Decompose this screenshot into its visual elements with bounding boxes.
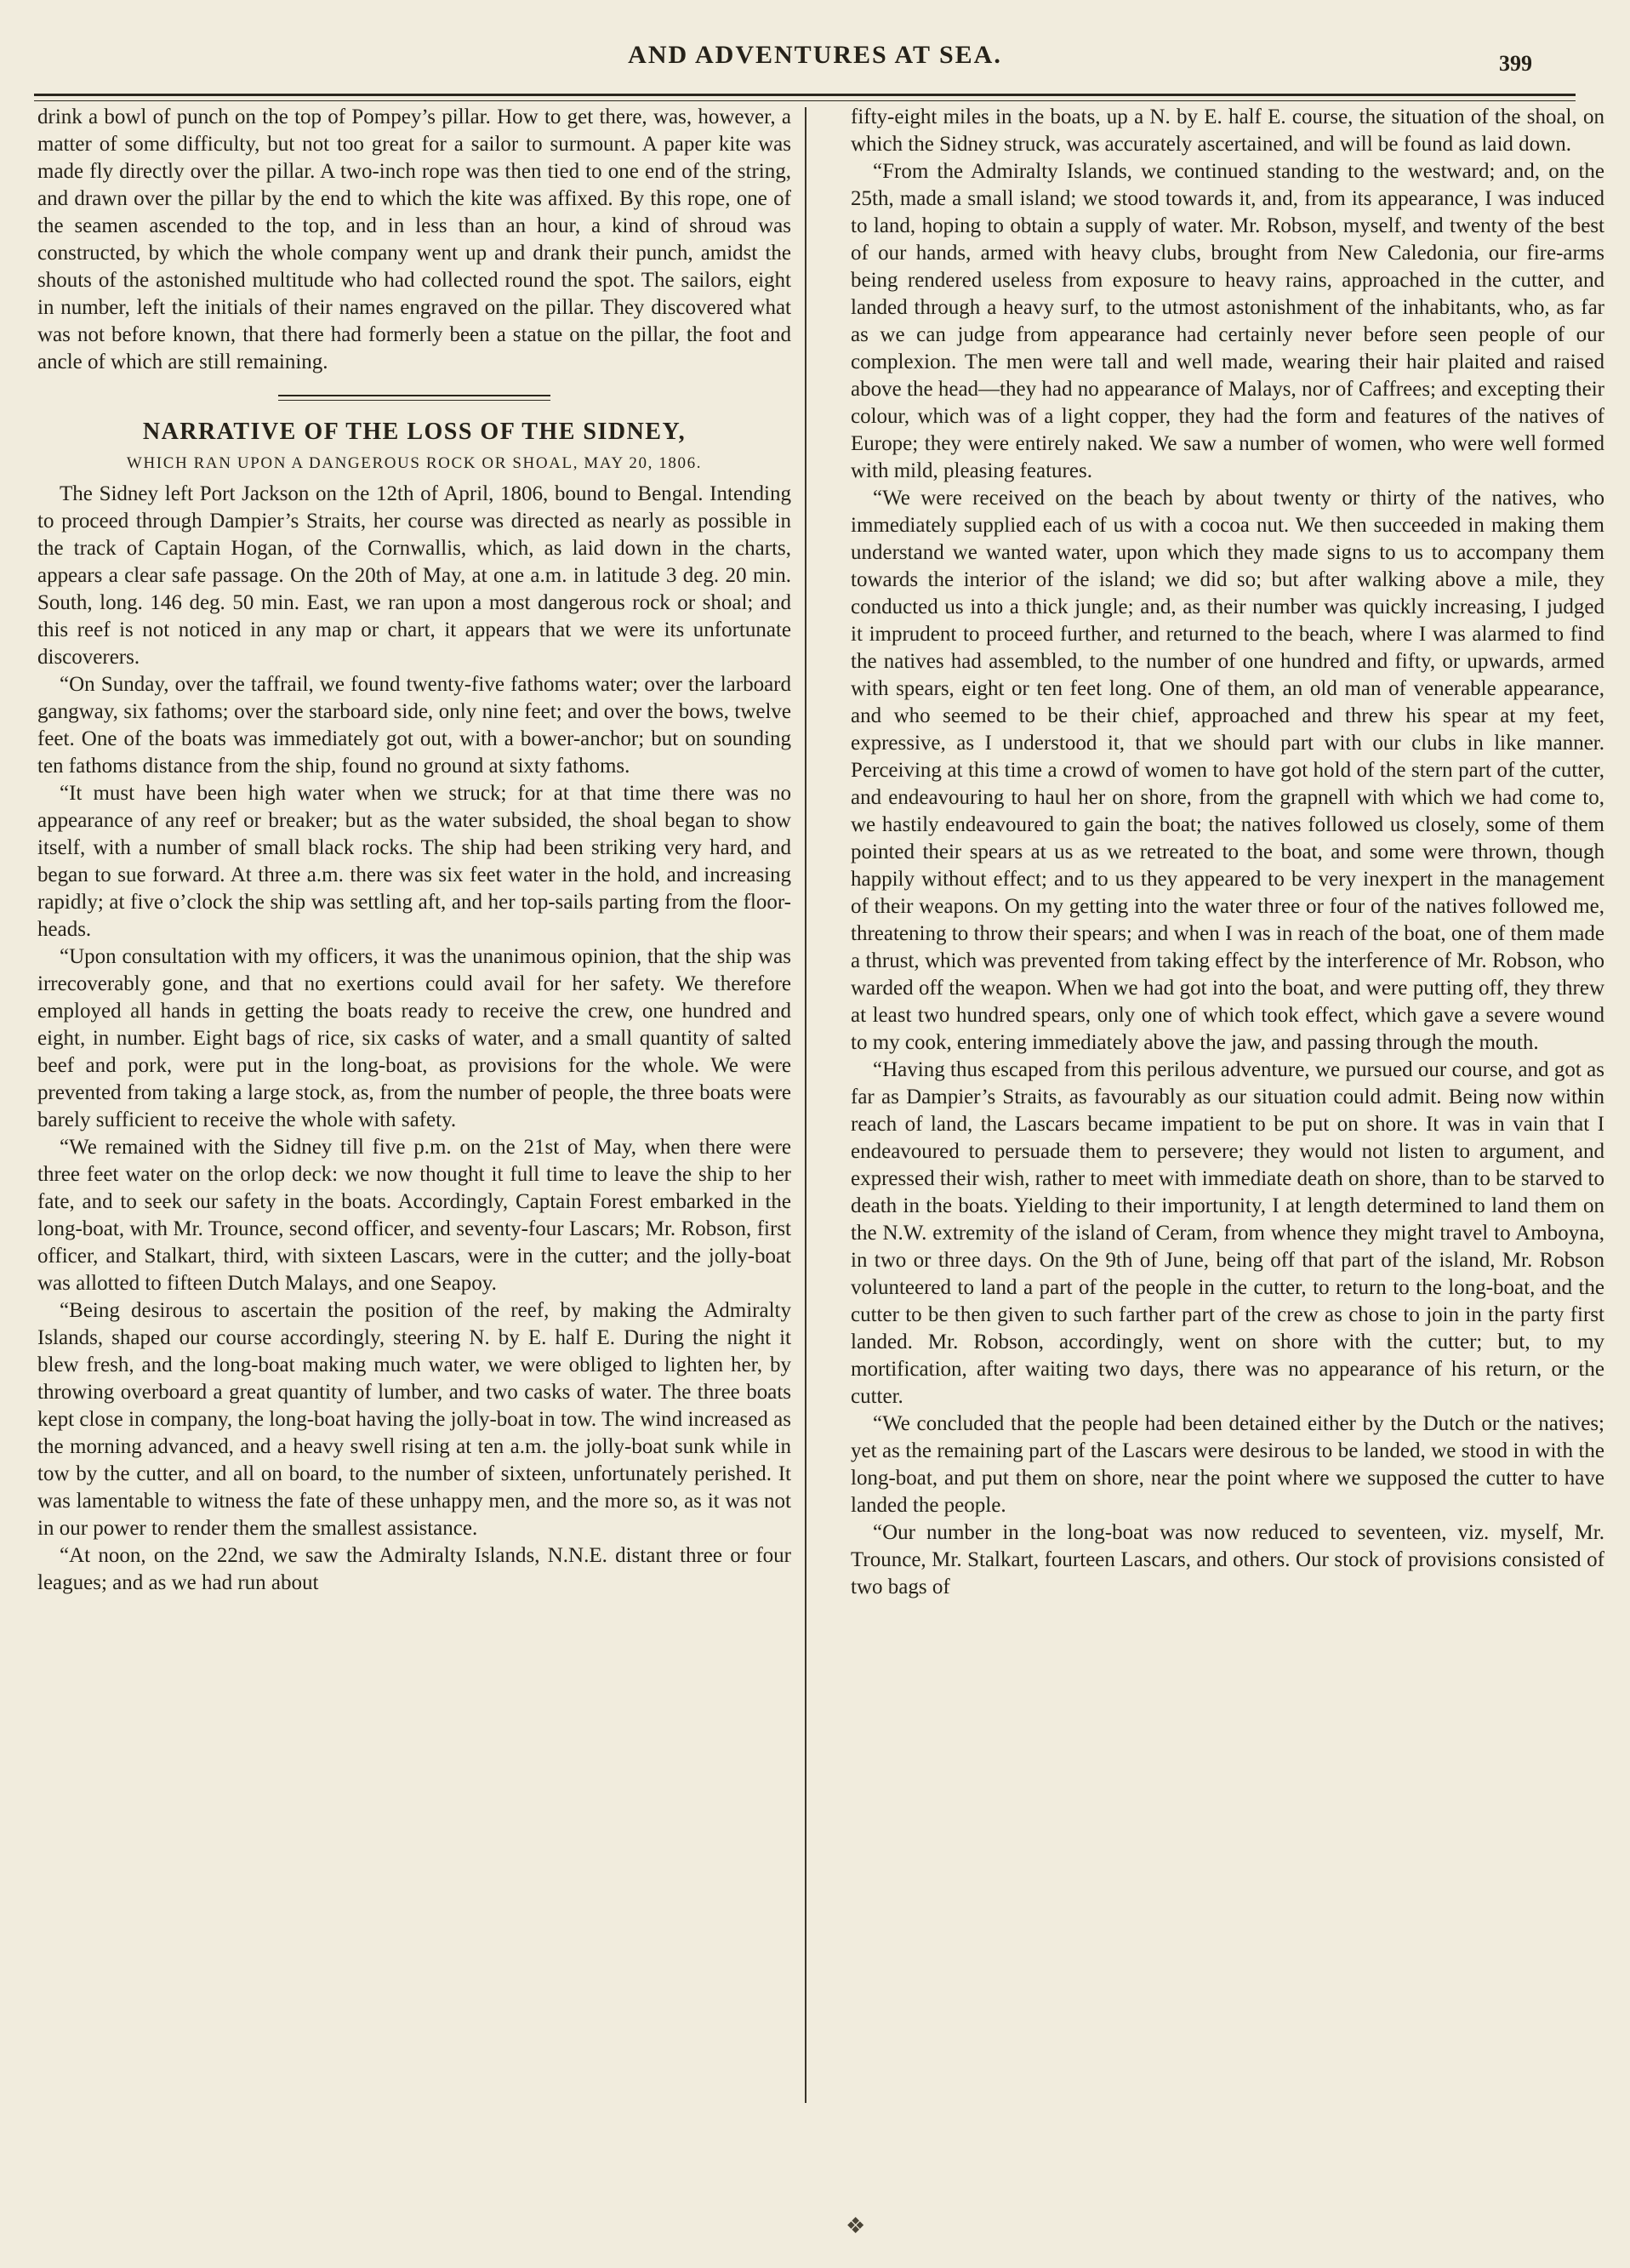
right-column	[851, 104, 1604, 2197]
running-head: AND ADVENTURES AT SEA.	[628, 41, 1002, 69]
column-rule	[805, 107, 806, 2103]
paragraph: “Our number in the long-boat was now reduced to seventeen, viz. myself, Mr. Trounce, Mr. Stalkart, fourteen Lascars, and others. Our stock of provisions consisted of two bags of	[851, 1521, 1604, 1598]
paragraph: “It must have been high water when we struck; for at that time there was no appearance of any reef or breaker; but as the water subsided, the shoal began to show itself, with a number of small black rocks. The ship had been striking very hard, and began to sue forward. At three a.m. there was six feet water in the hold, and increasing rapidly; at five o’clock the ship was settling aft, and her top-sails parting from the floor-heads.	[37, 782, 791, 941]
paragraph: “We remained with the Sidney till five p.m. on the 21st of May, when there were three feet water on the orlop deck: we now thought it full time to leave the ship to her fate, and to seek our safety in the boats. Accordingly, Captain Forest embarked in the long-boat, with Mr. Trounce, second officer, and seventy-four Lascars; Mr. Robson, first officer, and Stalkart, third, with sixteen Lascars, were in the cutter; and the jolly-boat was allotted to fifteen Dutch Malays, and one Seapoy.	[37, 1136, 791, 1295]
page-number: 399	[1499, 51, 1532, 76]
paragraph: “We concluded that the people had been detained either by the Dutch or the natives; yet as the remaining part of the Lascars were desirous to be landed, we stood in with the long-boat, and put them on shore, near the point where we supposed the cutter to have landed the people.	[851, 1412, 1604, 1517]
continued-paragraph: drink a bowl of punch on the top of Pompey’s pillar. How to get there, was, however, a matter of some difficulty, but not too great for a sailor to surmount. A paper kite was made fly directly over the pillar. A two-inch rope was then tied to one end of the string, and drawn over the pillar by the end to which the kite was affixed. By this rope, one of the seamen ascended to the top, and in less than an hour, a kind of shroud was constructed, by which the whole company went up and drank their punch, amidst the shouts of the astonished multitude who had collected round the spot. The sailors, eight in number, left the initials of their names engraved on the pillar. They discovered what was not before known, that there had formerly been a statue on the pillar, the foot and ancle of which are still remaining.	[37, 105, 791, 373]
continued-paragraph: fifty-eight miles in the boats, up a N. by E. half E. course, the situation of the shoal, on which the Sidney struck, was accurately ascertained, and will be found as laid down.	[851, 105, 1604, 156]
footer-ornament-icon: ❖	[846, 2214, 866, 2238]
paragraph: “At noon, on the 22nd, we saw the Admiralty Islands, N.N.E. distant three or four leagues; and as we had run about	[37, 1544, 791, 1594]
paragraph: The Sidney left Port Jackson on the 12th of April, 1806, bound to Bengal. Intending to proceed through Dampier’s Straits, her course was directed as nearly as possible in the track of Captain Hogan, of the Cornwallis, which, as laid down in the charts, appears a clear safe passage. On the 20th of May, at one a.m. in latitude 3 deg. 20 min. South, long. 146 deg. 50 min. East, we ran upon a most dangerous rock or shoal; and this reef is not noticed in any map or chart, it appears that we were its unfortunate discoverers.	[37, 482, 791, 669]
paragraph: “On Sunday, over the taffrail, we found twenty-five fathoms water; over the larboard gangway, six fathoms; over the starboard side, only nine feet; and over the bows, twelve feet. One of the boats was immediately got out, with a bower-anchor; but on sounding ten fathoms distance from the ship, found no ground at sixty fathoms.	[37, 673, 791, 778]
paragraph: “From the Admiralty Islands, we continued standing to the westward; and, on the 25th, made a small island; we stood towards it, and, from its appearance, I was induced to land, hoping to obtain a supply of water. Mr. Robson, myself, and twenty of the best of our hands, armed with heavy clubs, brought from New Caledonia, our fire-arms being rendered useless from exposure to heavy rains, approached in the cutter, and landed through a heavy surf, to the utmost astonishment of the inhabitants, who, as far as we can judge from appearance had certainly never before seen people of our complexion. The men were tall and well made, wearing their hair plaited and raised above the head—they had no appearance of Malays, nor of Caffrees; and excepting their colour, which was of a light copper, they had the form and features of the natives of Europe; they were entirely naked. We saw a number of women, who were well formed with mild, pleasing features.	[851, 160, 1604, 482]
section-divider	[278, 395, 550, 401]
header-rule	[34, 94, 1576, 96]
paragraph: “Having thus escaped from this perilous adventure, we pursued our course, and got as far as Dampier’s Straits, as favourably as our situation could admit. Being now within reach of land, the Lascars became impatient to be put on shore. It was in vain that I endeavoured to persuade them to persevere; they would not listen to argument, and expressed their wish, rather to meet with immediate death on shore, than to be starved to death in the boats. Yielding to their importunity, I at length determined to land them on the N.W. extremity of the island of Ceram, from whence they might travel to Amboyna, in two or three days. On the 9th of June, being off that part of the island, Mr. Robson volunteered to land a part of the people in the cutter, to return to the long-boat, and the cutter to be then given to such farther part of the crew as chose to join in the party first landed. Mr. Robson, accordingly, went on shore with the cutter; but, to my mortification, after waiting two days, there was no appearance of his return, or the cutter.	[851, 1058, 1604, 1408]
paragraph: “Upon consultation with my officers, it was the unanimous opinion, that the ship was irrecoverably gone, and that no exertions could avail for her safety. We therefore employed all hands in getting the boats ready to receive the crew, one hundred and eight, in number. Eight bags of rice, six casks of water, and a small quantity of salted beef and pork, were put in the long-boat, as provisions for the whole. We were prevented from taking a large stock, as, from the number of people, the three boats were barely sufficient to receive the whole with safety.	[37, 945, 791, 1131]
article-title: NARRATIVE OF THE LOSS OF THE SIDNEY,	[142, 419, 687, 445]
article-subtitle: WHICH RAN UPON A DANGEROUS ROCK OR SHOAL, MAY 20, 1806.	[126, 454, 703, 472]
paragraph: “We were received on the beach by about twenty or thirty of the natives, who immediately supplied each of us with a cocoa nut. We then succeeded in making them understand we wanted water, upon which they made signs to us to accompany them towards the interior of the island; we did so; but after walking above a mile, they conducted us into a thick jungle; and, as their number was quickly increasing, I judged it imprudent to proceed further, and returned to the beach, where I was alarmed to find the natives had assembled, to the number of one hundred and fifty, or upwards, armed with spears, eight or ten feet long. One of them, an old man of venerable appearance, and who seemed to be their chief, approached and threw his spear at my feet, expressive, as I understood it, that we should part with our clubs in like manner. Perceiving at this time a crowd of women to have got hold of the stern part of the cutter, and endeavouring to haul her on shore, from the grapnell with which we had come to, we hastily endeavoured to gain the boat; the natives followed us closely, some of them pointed their spears at us as we retreated to the boat, and some were thrown, though happily without effect; and to us they appeared to be very inexpert in the management of their weapons. On my getting into the water three or four of the natives followed me, threatening to throw their spears; and when I was in reach of the boat, one of them made a thrust, which was prevented from taking effect by the interference of Mr. Robson, who warded off the weapon. When we had got into the boat, and were putting off, they threw at least two hundred spears, only one of which took effect, which gave a severe wound to my cook, entering immediately above the jaw, and passing through the mouth.	[851, 487, 1604, 1054]
header-rule-thin	[34, 100, 1576, 101]
paragraph: “Being desirous to ascertain the position of the reef, by making the Admiralty Islands, shaped our course accordingly, steering N. by E. half E. During the night it blew fresh, and the long-boat making much water, we were obliged to lighten her, by throwing overboard a great quantity of lumber, and two casks of water. The three boats kept close in company, the long-boat having the jolly-boat in tow. The wind increased as the morning advanced, and a heavy swell rising at ten a.m. the jolly-boat sunk while in tow by the cutter, and all on board, to the number of sixteen, unfortunately perished. It was lamentable to witness the fate of these unhappy men, and the more so, as it was not in our power to render them the smallest assistance.	[37, 1299, 791, 1540]
left-column	[37, 104, 791, 2197]
